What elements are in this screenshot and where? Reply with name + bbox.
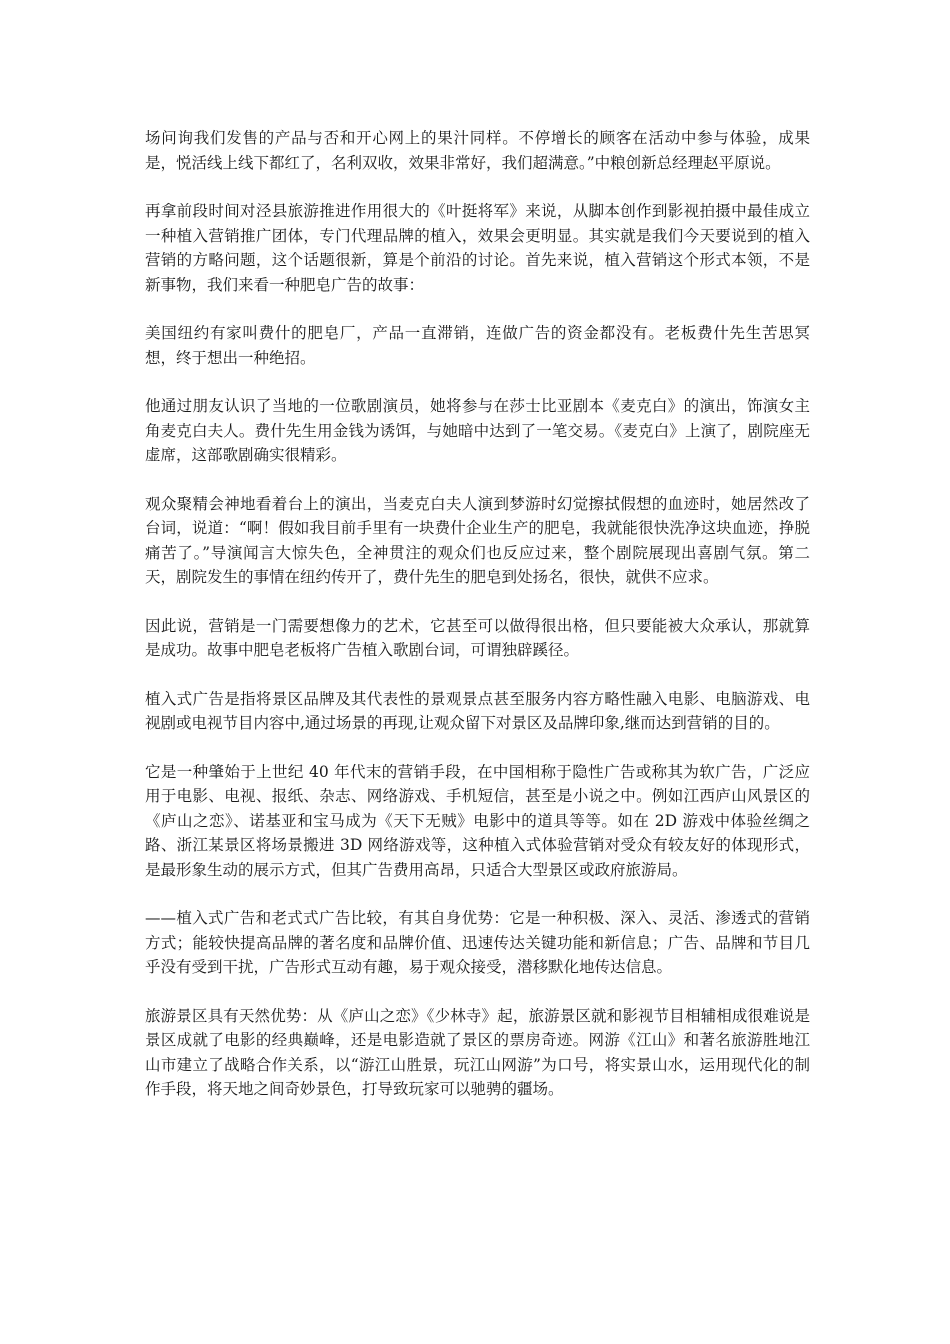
paragraph-5: 观众聚精会神地看着台上的演出，当麦克白夫人演到梦游时幻觉擦拭假想的血迹时，她居然改了台词，说道：“啊！假如我目前手里有一块费什企业生产的肥皂，我就能很快洗净这块血迹，挣脱痛苦了。”导演闻言大惊失色，全神贯注的观众们也反应过来，整个剧院展现出喜剧气氛。第二天，剧院发生的事情在纽约传开了，费什先生的肥皂到处扬名，很快，就供不应求。 xyxy=(145,494,810,586)
paragraph-3: 美国纽约有家叫费什的肥皂厂，产品一直滞销，连做广告的资金都没有。老板费什先生苦思冥想，终于想出一种绝招。 xyxy=(145,324,810,367)
paragraph-9: ——植入式广告和老式式广告比较，有其自身优势：它是一种积极、深入、灵活、渗透式的营销方式；能较快提高品牌的著名度和品牌价值、迅速传达关键功能和新信息；广告、品牌和节目几乎没有受到干扰，广告形式互动有趣，易于观众接受，潜移默化地传达信息。 xyxy=(145,909,810,976)
paragraph-8: 它是一种肇始于上世纪 40 年代末的营销手段，在中国相称于隐性广告或称其为软广告，广泛应用于电影、电视、报纸、杂志、网络游戏、手机短信，甚至是小说之中。例如江西庐山风景区的《庐山之恋》、诺基亚和宝马成为《天下无贼》电影中的道具等等。如在 2D 游戏中体验丝绸之路、浙江某景区将场景搬进 3D 网络游戏等，这种植入式体验营销对受众有较友好的体现形式，是最形象生动的展示方式，但其广告费用高昂，只适合大型景区或政府旅游局。 xyxy=(145,762,810,879)
paragraph-7: 植入式广告是指将景区品牌及其代表性的景观景点甚至服务内容方略性融入电影、电脑游戏、电视剧或电视节目内容中,通过场景的再现,让观众留下对景区及品牌印象,继而达到营销的目的。 xyxy=(145,689,810,732)
document-body xyxy=(145,126,810,1126)
paragraph-1: 场问询我们发售的产品与否和开心网上的果汁同样。不停增长的顾客在活动中参与体验，成果是，悦活线上线下都红了，名利双收，效果非常好，我们超满意。”中粮创新总经理赵平原说。 xyxy=(145,129,810,172)
paragraph-10: 旅游景区具有天然优势：从《庐山之恋》《少林寺》起，旅游景区就和影视节目相辅相成很难说是景区成就了电影的经典巅峰，还是电影造就了景区的票房奇迹。网游《江山》和著名旅游胜地江山市建立了战略合作关系，以“游江山胜景，玩江山网游”为口号，将实景山水，运用现代化的制作手段，将天地之间奇妙景色，打导致玩家可以驰骋的疆场。 xyxy=(145,1006,810,1098)
paragraph-6: 因此说，营销是一门需要想像力的艺术，它甚至可以做得很出格，但只要能被大众承认，那就算是成功。故事中肥皂老板将广告植入歌剧台词，可谓独辟蹊径。 xyxy=(145,616,810,659)
paragraph-2: 再拿前段时间对泾县旅游推进作用很大的《叶挺将军》来说，从脚本创作到影视拍摄中最佳成立一种植入营销推广团体，专门代理品牌的植入，效果会更明显。其实就是我们今天要说到的植入营销的方略问题，这个话题很新，算是个前沿的讨论。首先来说，植入营销这个形式本领，不是新事物，我们来看一种肥皂广告的故事： xyxy=(145,202,810,294)
paragraph-4: 他通过朋友认识了当地的一位歌剧演员，她将参与在莎士比亚剧本《麦克白》的演出，饰演女主角麦克白夫人。费什先生用金钱为诱饵，与她暗中达到了一笔交易。《麦克白》上演了，剧院座无虚席，这部歌剧确实很精彩。 xyxy=(145,397,810,464)
